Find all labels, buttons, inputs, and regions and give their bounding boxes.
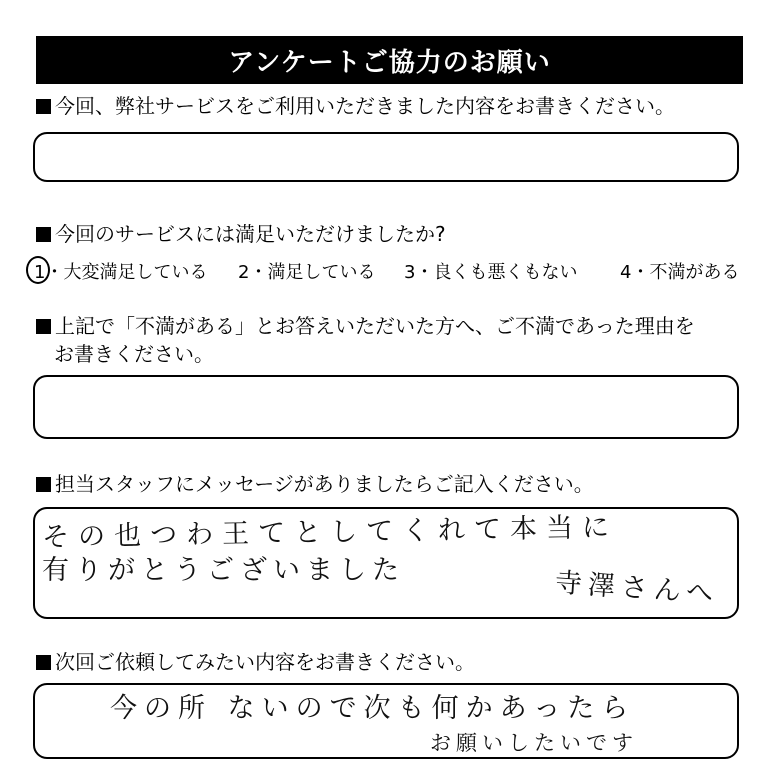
question-5-label: 次回ご依頼してみたい内容をお書きください。 xyxy=(55,650,475,674)
square-bullet-icon xyxy=(36,99,51,114)
answer-box-1[interactable] xyxy=(33,132,739,182)
option-2[interactable]: 2・満足している xyxy=(238,262,376,283)
square-bullet-icon xyxy=(36,319,51,334)
question-1-label: 今回、弊社サービスをご利用いただきました内容をお書きください。 xyxy=(55,94,675,118)
handwritten-message-line1: その也つわ王てとしてくれて本当に xyxy=(41,511,619,554)
question-4-label: 担当スタッフにメッセージがありましたらご記入ください。 xyxy=(55,472,594,496)
handwritten-request-line1: 今の所 ないので次も何かあったら xyxy=(110,693,636,724)
question-2-label: 今回のサービスには満足いただけましたか? xyxy=(55,222,446,246)
question-5 xyxy=(36,648,475,676)
question-2 xyxy=(36,220,446,248)
option-3[interactable]: 3・良くも悪くもない xyxy=(404,262,578,283)
survey-title: アンケートご協力のお願い xyxy=(36,36,743,84)
option-4[interactable]: 4・不満がある xyxy=(620,262,740,283)
square-bullet-icon xyxy=(36,227,51,242)
square-bullet-icon xyxy=(36,477,51,492)
handwritten-message-line2: 有りがとうございました xyxy=(42,555,405,586)
handwritten-signature: 寺澤さんへ xyxy=(553,567,721,610)
handwritten-request-line2: お願いしたいです xyxy=(430,731,638,755)
question-3 xyxy=(36,312,695,340)
answer-box-3[interactable] xyxy=(33,375,739,439)
option-1[interactable]: 1・大変満足している xyxy=(34,262,208,283)
question-3-label-line2: お書きください。 xyxy=(54,342,214,366)
question-4 xyxy=(36,470,594,498)
question-1 xyxy=(36,92,675,120)
question-3-label-line1: 上記で「不満がある」とお答えいただいた方へ、ご不満であった理由を xyxy=(55,314,695,338)
square-bullet-icon xyxy=(36,655,51,670)
